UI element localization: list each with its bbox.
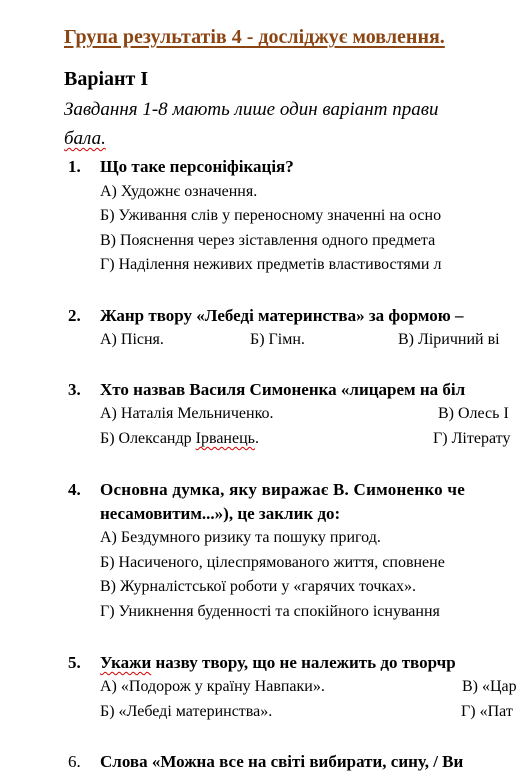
question-1-option-b: Б) Уживання слів у переносному значенні на осно bbox=[100, 207, 442, 224]
question-4-option-b: Б) Насиченого, цілеспрямованого життя, сповнене bbox=[100, 554, 445, 571]
question-5-text-rest: назву твору, що не належить до творчр bbox=[151, 653, 456, 672]
question-3-number: 3. bbox=[68, 380, 81, 399]
question-3-option-b bbox=[100, 430, 259, 448]
question-2-option-c: В) Ліричний ві bbox=[398, 331, 500, 348]
question-4-option-d: Г) Уникнення буденності та спокійного існування bbox=[100, 603, 440, 620]
question-2-text: Жанр твору «Лебеді материнства» за формою – bbox=[100, 306, 464, 325]
question-5-text bbox=[100, 653, 456, 673]
question-1-option-a: А) Художнє означення. bbox=[100, 183, 258, 200]
question-5-option-a: А) «Подорож у країну Навпаки». bbox=[100, 678, 325, 695]
question-1-option-c: В) Пояснення через зіставлення одного предмета bbox=[100, 232, 436, 249]
question-4-text-cont: несамовитим...»), це заклик до: bbox=[100, 504, 341, 523]
variant-heading: Варіант І bbox=[64, 68, 149, 90]
question-5-text-prefix: Укажи bbox=[100, 653, 152, 672]
section-title: Група результатів 4 - досліджує мовлення. bbox=[64, 26, 445, 48]
question-1-text: Що таке персоніфікація? bbox=[100, 157, 294, 176]
question-1-number: 1. bbox=[68, 157, 81, 176]
question-3-option-b-suffix: . bbox=[254, 430, 259, 447]
question-5-number: 5. bbox=[68, 653, 81, 672]
question-3-option-a: А) Наталія Мельниченко. bbox=[100, 405, 274, 422]
question-5-option-c: В) «Цар bbox=[462, 678, 517, 695]
question-3-text: Хто назвав Василя Симоненка «лицарем на біл bbox=[100, 380, 466, 399]
question-4-text: Основна думка, яку виражає В. Симоненко че bbox=[100, 480, 466, 499]
question-3-option-d: Г) Літерату bbox=[433, 430, 511, 447]
question-4-number: 4. bbox=[68, 480, 81, 499]
question-1-option-d: Г) Наділення неживих предметів властивостями л bbox=[100, 256, 442, 273]
question-2-option-b: Б) Гімн. bbox=[250, 331, 305, 348]
question-6-number: 6. bbox=[68, 752, 81, 771]
question-3-option-b-surname: Ірванець bbox=[195, 430, 255, 447]
question-3-option-c: В) Олесь І bbox=[438, 405, 509, 422]
question-2-option-a: А) Пісня. bbox=[100, 331, 164, 348]
question-5-option-d: Г) «Пат bbox=[461, 703, 513, 720]
question-4-option-c: В) Журналістської роботи у «гарячих точках». bbox=[100, 578, 417, 595]
question-5-option-b: Б) «Лебеді материнства». bbox=[100, 703, 273, 720]
question-6-text: Слова «Можна все на світі вибирати, сину, / Ви bbox=[100, 752, 464, 771]
question-4-option-a: А) Бездумного ризику та пошуку пригод. bbox=[100, 529, 381, 546]
question-2-number: 2. bbox=[68, 306, 81, 325]
instruction-line-1: Завдання 1-8 мають лише один варіант прави bbox=[64, 99, 439, 120]
question-3-option-b-prefix: Б) Олександр bbox=[100, 430, 196, 447]
instruction-line-2 bbox=[64, 128, 106, 150]
instruction-line-2-text: бала. bbox=[64, 128, 106, 149]
